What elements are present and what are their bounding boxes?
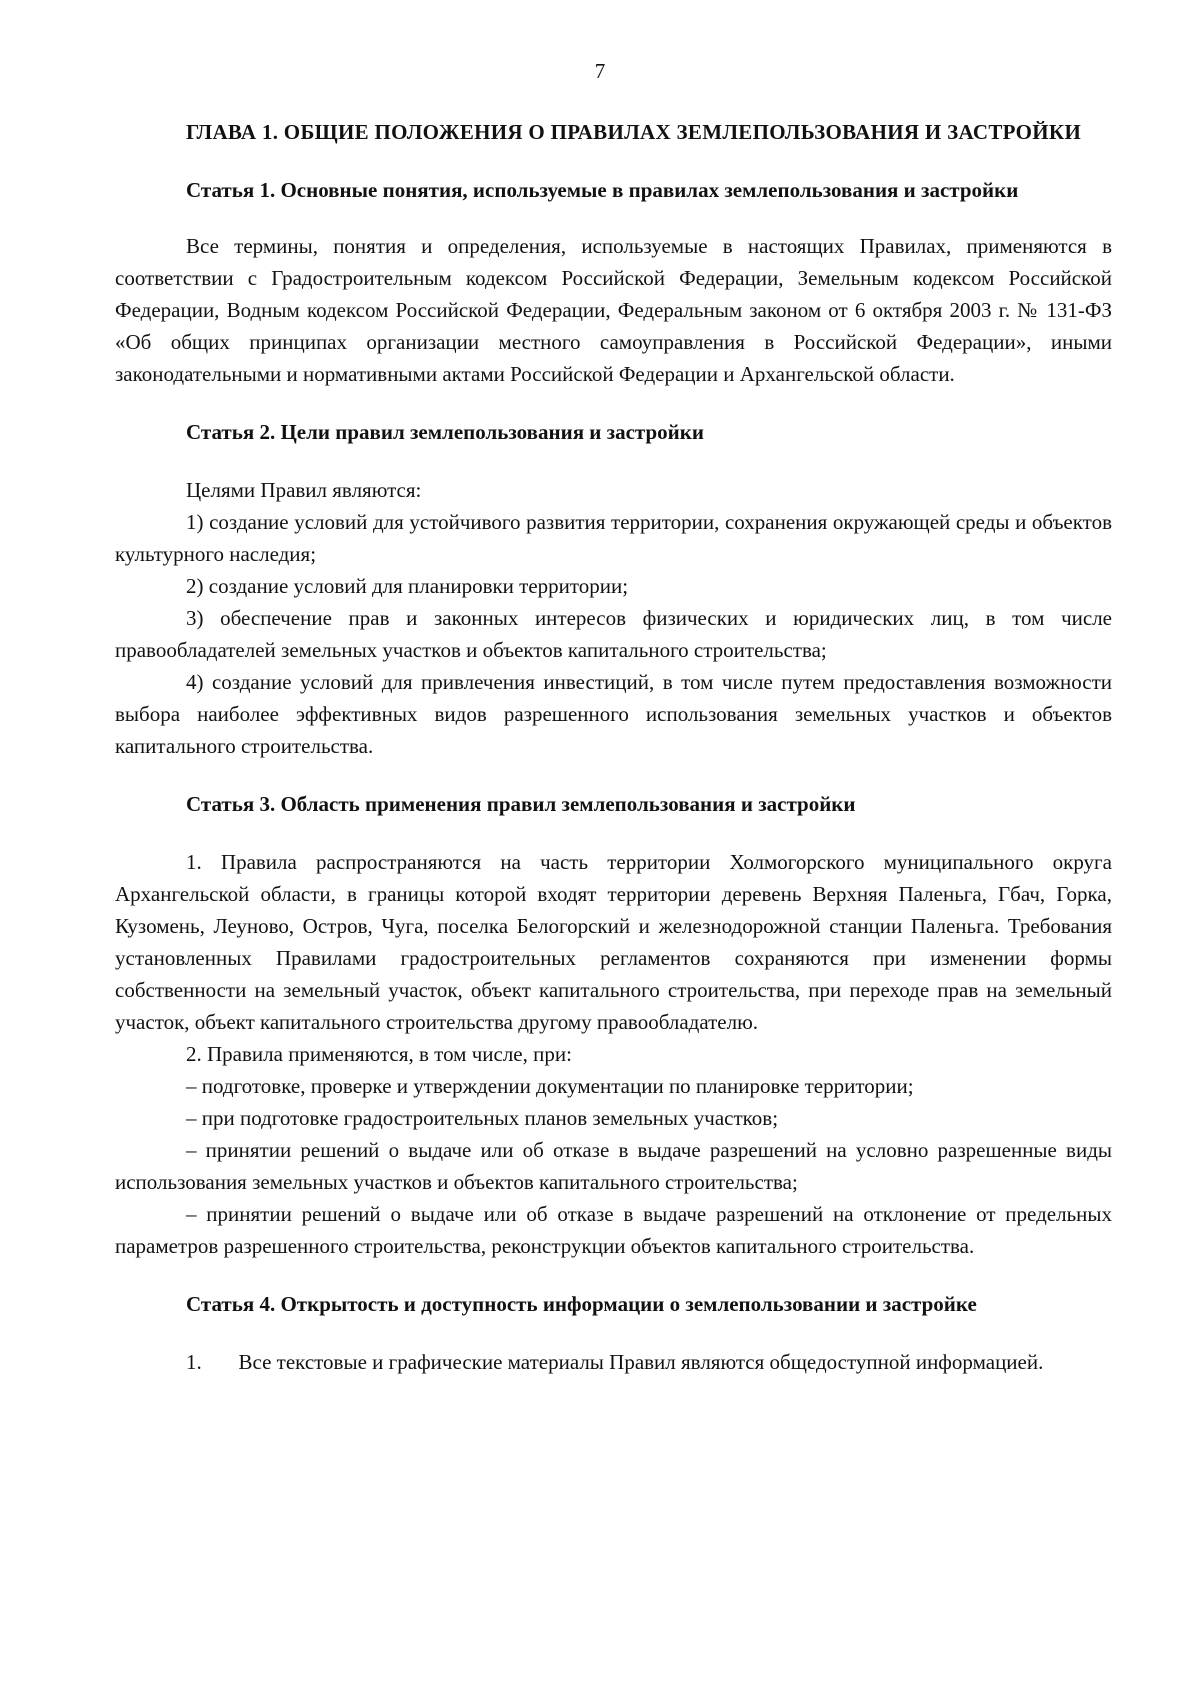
- article-3-title: Статья 3. Область применения правил землепользования и застройки: [186, 792, 856, 816]
- article-2-title: Статья 2. Цели правил землепользования и застройки: [186, 420, 704, 444]
- article-3-case: – принятии решений о выдаче или об отказе в выдаче разрешений на отклонение от предельных параметров разрешенного строительства, реконструкции объектов капитального строительства.: [115, 1202, 1112, 1258]
- article-3-case: – при подготовке градостроительных планов земельных участков;: [186, 1106, 779, 1130]
- article-2-item: 4) создание условий для привлечения инвестиций, в том числе путем предоставления возможности выбора наиболее эффективных видов разрешенного использования земельных участков и объектов капитального строительства.: [115, 670, 1112, 758]
- article-3-case: – подготовке, проверке и утверждении документации по планировке территории;: [186, 1074, 914, 1098]
- article-2-item: 1) создание условий для устойчивого развития территории, сохранения окружающей среды и объектов культурного наследия;: [115, 510, 1112, 566]
- document-body: [115, 116, 1112, 1378]
- article-3-paragraph-1: 1. Правила распространяются на часть территории Холмогорского муниципального округа Архангельской области, в границы которой входят территории деревень Верхняя Паленьга, Гбач, Горка, Кузомень, Леуново, Остров, Чуга, поселка Белогорский и железнодорожной станции Паленьга. Требования установленных Правилами градостроительных регламентов сохраняются при изменении формы собственности на земельный участок, объект капитального строительства, при переходе прав на земельный участок, объект капитального строительства другому правообладателю.: [115, 850, 1112, 1034]
- article-1-paragraph: Все термины, понятия и определения, используемые в настоящих Правилах, применяются в соответствии с Градостроительным кодексом Российской Федерации, Земельным кодексом Российской Федерации, Водным кодексом Российской Федерации, Федеральным законом от 6 октября 2003 г. № 131-ФЗ «Об общих принципах организации местного самоуправления в Российской Федерации», иными законодательными и нормативными актами Российской Федерации и Архангельской области.: [115, 234, 1112, 386]
- chapter-title: ГЛАВА 1. ОБЩИЕ ПОЛОЖЕНИЯ О ПРАВИЛАХ ЗЕМЛЕПОЛЬЗОВАНИЯ И ЗАСТРОЙКИ: [186, 120, 1082, 144]
- article-3-case: – принятии решений о выдаче или об отказе в выдаче разрешений на условно разрешенные виды использования земельных участков и объектов капитального строительства;: [115, 1138, 1112, 1194]
- article-2-item: 3) обеспечение прав и законных интересов физических и юридических лиц, в том числе правообладателей земельных участков и объектов капитального строительства;: [115, 606, 1112, 662]
- article-2-item: 2) создание условий для планировки территории;: [186, 574, 629, 598]
- article-2-intro: Целями Правил являются:: [186, 478, 422, 502]
- article-3-cases: [115, 1070, 1112, 1262]
- article-4-paragraph: 1. Все текстовые и графические материалы Правил являются общедоступной информацией.: [186, 1350, 1044, 1374]
- article-4-title: Статья 4. Открытость и доступность информации о землепользовании и застройке: [186, 1292, 977, 1316]
- article-3-paragraph-2: 2. Правила применяются, в том числе, при:: [186, 1042, 572, 1066]
- article-1-title: Статья 1. Основные понятия, используемые в правилах землепользования и застройки: [186, 178, 1019, 202]
- page-number: 7: [594, 59, 606, 83]
